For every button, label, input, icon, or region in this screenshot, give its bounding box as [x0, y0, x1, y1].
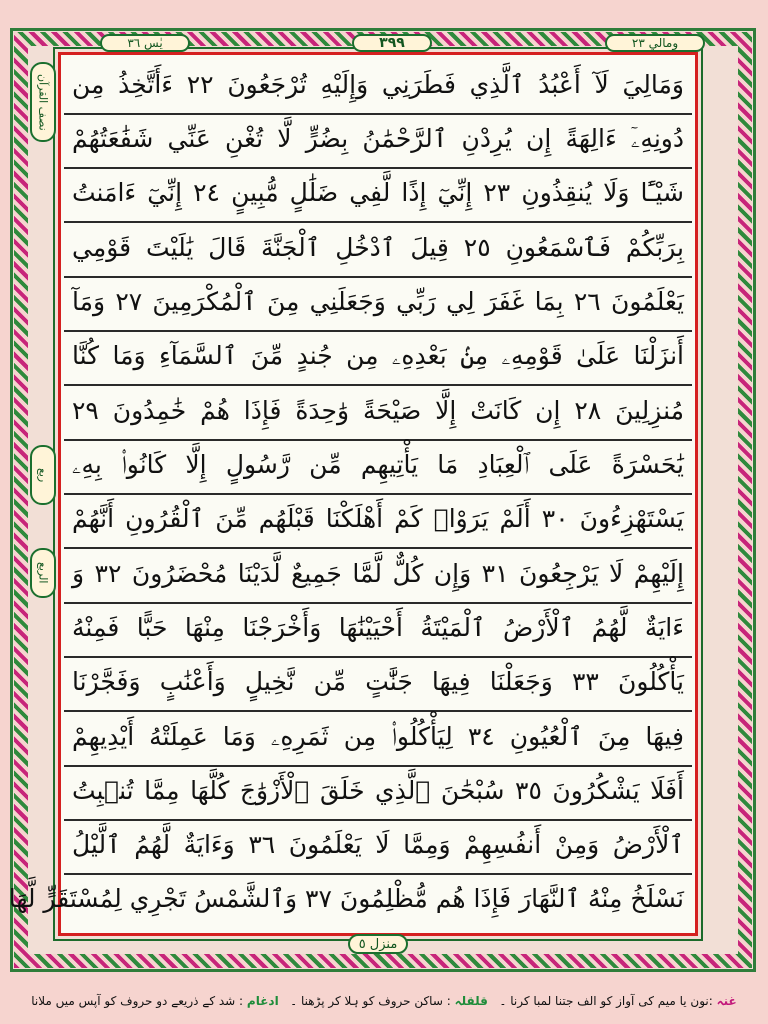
verse-line: فِيهَا مِنَ ٱلْعُيُونِ ٣٤ لِيَأْكُلُوا۟ مِن ثَمَرِهِۦ وَمَا عَمِلَتْهُ أَيْدِيهِمْ: [64, 710, 692, 767]
verse-line: دُونِهِۦٓ ءَالِهَةً إِن يُرِدْنِ ٱلرَّحْمَٰنُ بِضُرٍّ لَّا تُغْنِ عَنِّي شَفَٰعَتُهُمْ: [64, 112, 692, 169]
legend-qalqala-key: قلقلہ: [454, 994, 488, 1008]
verse-line: يَأْكُلُونَ ٣٣ وَجَعَلْنَا فِيهَا جَنَّٰتٍ مِّن نَّخِيلٍ وَأَعْنَٰبٍ وَفَجَّرْنَا: [64, 655, 692, 712]
legend-idgham-text: : شد کے ذریعے دو حروف کو آپس میں ملانا: [31, 994, 244, 1008]
legend-ghunna-text: :نون یا میم کی آواز کو الف جتنا لمبا کرنا ۔: [499, 994, 713, 1008]
verse-line: يَسْتَهْزِءُونَ ٣٠ أَلَمْ يَرَوْا۟ كَمْ أَهْلَكْنَا قَبْلَهُم مِّنَ ٱلْقُرُونِ أَنَّهُمْ: [64, 492, 692, 549]
verse-line: نَسْلَخُ مِنْهُ ٱلنَّهَارَ فَإِذَا هُم مُّظْلِمُونَ ٣٧ وَٱلشَّمْسُ تَجْرِي لِمُسْتَقَرٍّ لَّهَا: [8, 884, 684, 913]
tajweed-legend: [0, 988, 768, 1014]
side-marker-lower: الربع: [30, 548, 56, 598]
verse-line: يَٰحَسْرَةً عَلَى ٱلْعِبَادِ مَا يَأْتِيهِم مِّن رَّسُولٍ إِلَّا كَانُوا۟ بِهِۦ: [64, 438, 692, 495]
page-header: [60, 32, 700, 54]
legend-idgham-key: ادغام: [246, 994, 279, 1008]
manzil-label: منزل ٥: [348, 934, 408, 954]
verse-line: بِرَبِّكُمْ فَٱسْمَعُونِ ٢٥ قِيلَ ٱدْخُلِ ٱلْجَنَّةَ قَالَ يَٰلَيْتَ قَوْمِي: [64, 221, 692, 278]
side-marker-top: نصف القرآن: [30, 62, 56, 142]
verse-line: أَفَلَا يَشْكُرُونَ ٣٥ سُبْحَٰنَ ٱلَّذِي خَلَقَ ٱلْأَزْوَٰجَ كُلَّهَا مِمَّا تُنۢبِتُ: [64, 764, 692, 821]
verse-line: يَعْلَمُونَ ٢٦ بِمَا غَفَرَ لِي رَبِّي وَجَعَلَنِي مِنَ ٱلْمُكْرَمِينَ ٢٧ وَمَآ: [64, 275, 692, 332]
verse-line: مُنزِلِينَ ٢٨ إِن كَانَتْ إِلَّا صَيْحَةً وَٰحِدَةً فَإِذَا هُمْ خَٰمِدُونَ ٢٩: [64, 384, 692, 441]
verse-line: ٱلْأَرْضُ وَمِنْ أَنفُسِهِمْ وَمِمَّا لَا يَعْلَمُونَ ٣٦ وَءَايَةٌ لَّهُمُ ٱلَّيْلُ: [64, 818, 692, 875]
legend-qalqala-text: : ساکن حروف کو ہلا کر پڑھنا ۔: [290, 994, 451, 1008]
verse-line: أَنزَلْنَا عَلَىٰ قَوْمِهِۦ مِنۢ بَعْدِهِۦ مِن جُندٍ مِّنَ ٱلسَّمَآءِ وَمَا كُنَّا: [64, 329, 692, 386]
side-marker-middle: ربع: [30, 445, 56, 505]
page-number: ٣٩٩: [352, 34, 432, 52]
juz-label: ومالي ٢٣: [605, 34, 705, 52]
verse-line: إِلَيْهِمْ لَا يَرْجِعُونَ ٣١ وَإِن كُلٌّ لَّمَّا جَمِيعٌ لَّدَيْنَا مُحْضَرُونَ ٣٢ وَ: [64, 547, 692, 604]
verse-line: وَمَالِيَ لَآ أَعْبُدُ ٱلَّذِي فَطَرَنِي وَإِلَيْهِ تُرْجَعُونَ ٢٢ ءَأَتَّخِذُ مِن: [64, 58, 692, 115]
verse-line: شَيْـًٔا وَلَا يُنقِذُونِ ٢٣ إِنِّيٓ إِذًا لَّفِي ضَلَٰلٍ مُّبِينٍ ٢٤ إِنِّيٓ ءَامَنتُ: [64, 166, 692, 223]
surah-label: يٰس ٣٦: [100, 34, 190, 52]
verse-line: ءَايَةٌ لَّهُمُ ٱلْأَرْضُ ٱلْمَيْتَةُ أَحْيَيْنَٰهَا وَأَخْرَجْنَا مِنْهَا حَبًّا فَمِنْهُ: [64, 601, 692, 658]
legend-ghunna-key: غنہ: [716, 994, 737, 1008]
